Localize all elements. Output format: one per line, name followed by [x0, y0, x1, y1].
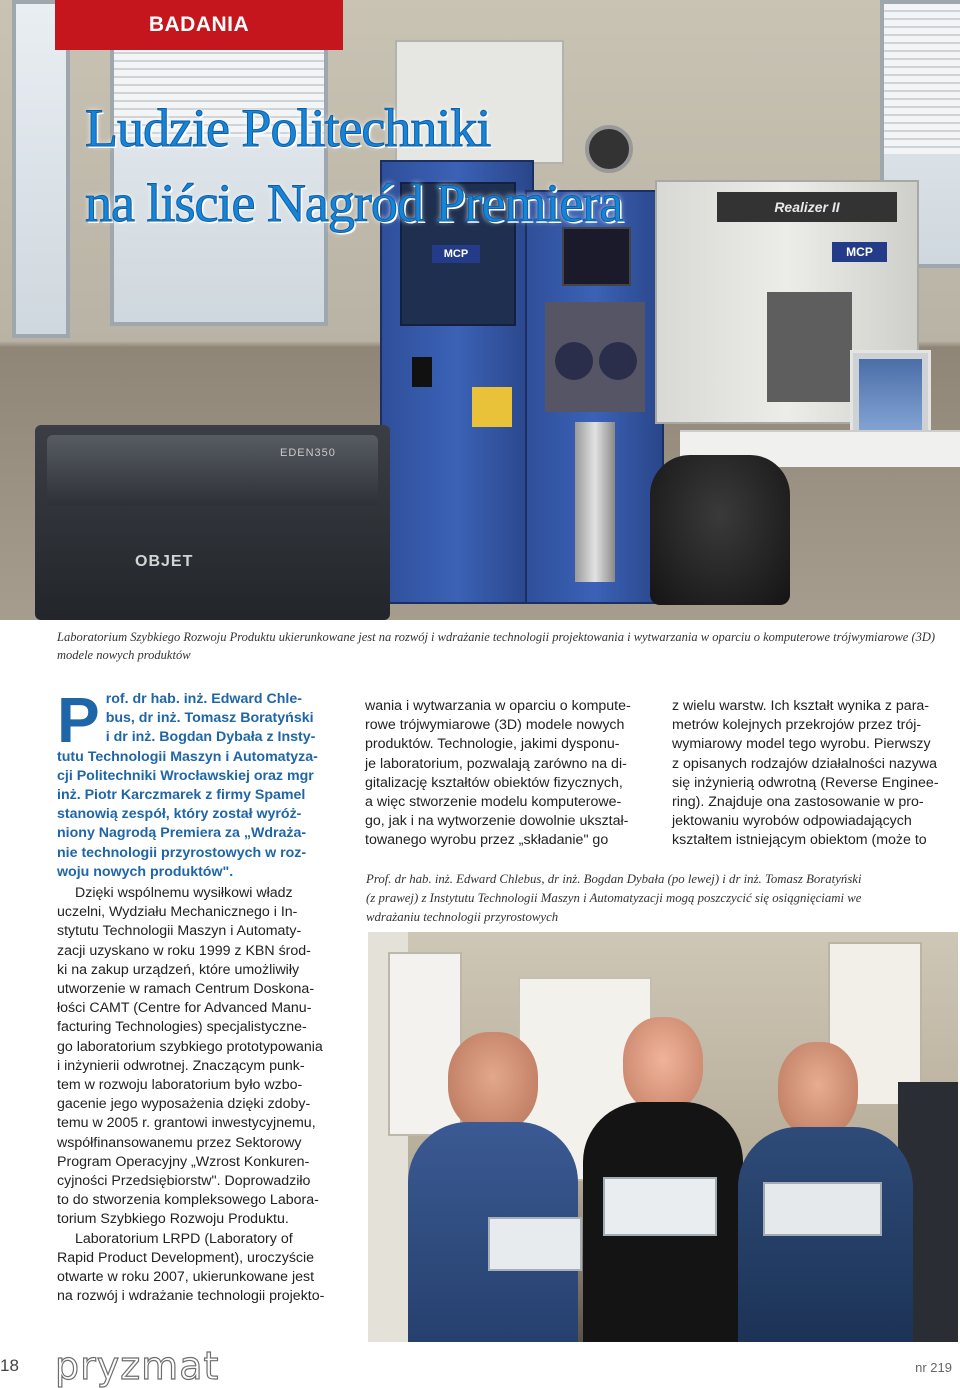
lead-paragraph	[57, 684, 340, 882]
column-1	[57, 684, 340, 1307]
body-line: uczelni, Wydziału Mechanicznego i In-	[57, 904, 298, 921]
body-line: torium Szybkiego Rozwoju Produktu.	[57, 1211, 289, 1228]
page-number: 18	[0, 1356, 19, 1375]
body-line: go laboratorium szybkiego prototypowania	[57, 1038, 323, 1055]
lead-line: inż. Piotr Karczmarek z firmy Spamel	[57, 787, 306, 804]
body-line: wania i wytwarzania w oparciu o kompute-	[365, 698, 631, 714]
body-line: na rozwój i wdrażanie technologii projekto-	[57, 1288, 325, 1305]
body-line: cyjności Przedsiębiorstw". Doprowadziło	[57, 1173, 311, 1190]
top-lab-photo	[0, 0, 960, 620]
body-line: Laboratorium LRPD (Laboratory of	[75, 1230, 293, 1247]
body-line: i inżynierii odwrotnej. Znaczącym punk-	[57, 1057, 305, 1074]
printer-brand-label: OBJET	[135, 553, 194, 570]
body-line: kształtem istniejącym obiektom (może to	[672, 832, 927, 849]
lead-line: bus, dr inż. Tomasz Boratyński	[105, 710, 314, 727]
bottom-team-photo	[368, 932, 958, 1342]
body-line: to do stworzenia kompleksowego Labora-	[57, 1192, 319, 1209]
body-line: jektowaniu wyrobów odpowiadających	[672, 813, 912, 830]
top-photo-caption: Laboratorium Szybkiego Rozwoju Produktu ukierunkowane jest na rozwój i wdrażanie technologii projektowania i wytwarzania w oparciu o komputerowe trójwymiarowe (3D) modele nowych produktów	[57, 630, 936, 662]
body-line: łości CAMT (Centre for Advanced Manu-	[57, 1000, 312, 1017]
body-line: metrów kolejnych przekrojów przez trój-	[672, 717, 922, 734]
body-line: temu w 2005 r. grantowi inwestycyjnemu,	[57, 1115, 316, 1132]
body-line: gacenie jego wyposażenia dzięki zdoby-	[57, 1096, 311, 1113]
body-line: go, jak i na wytworzenie dowolnie ukształ-	[365, 813, 629, 830]
lead-line: niony Nagrodą Premiera za „Wdraża-	[57, 825, 307, 842]
body-line: ki na zakup urządzeń, które umożliwiły	[57, 961, 300, 978]
objet-printer	[35, 425, 390, 620]
drop-cap: P	[57, 684, 100, 756]
body-line: gitalizację kształtów obiektów fizycznych,	[365, 774, 623, 791]
bottom-photo-caption	[366, 870, 958, 927]
column-3	[672, 697, 957, 851]
section-label: BADANIA	[55, 0, 343, 50]
printer-model-label: EDEN350	[280, 447, 336, 459]
magazine-name: pryzmat	[55, 1344, 220, 1388]
body-line: tem w rozwoju laboratorium było wzbo-	[57, 1077, 303, 1094]
mcp-logo-left: MCP	[432, 245, 480, 263]
lead-line: tutu Technologii Maszyn i Automatyza-	[57, 748, 318, 765]
body-line: współfinansowanemu przez Sektorowy	[57, 1134, 302, 1151]
person-middle-head	[623, 1017, 703, 1112]
article-title-line1: Ludzie Politechniki	[85, 98, 491, 158]
body-line: stytutu Technologii Maszyn i Automaty-	[57, 923, 302, 940]
caption-line: (z prawej) z Instytutu Technologii Maszyn i Automatyzacji mogą poszczycić się osiągnięciami we	[366, 891, 862, 905]
body-line: Rapid Product Development), uroczyście	[57, 1249, 315, 1266]
person-left-head	[448, 1032, 538, 1132]
body-paragraph-2	[57, 884, 340, 1230]
body-line: rowe trójwymiarowe (3D) modele nowych	[365, 717, 625, 734]
body-line: Program Operacyjny „Wzrost Konkuren-	[57, 1153, 310, 1170]
body-line: utworzenie w ramach Centrum Doskona-	[57, 981, 315, 998]
lead-line: rof. dr hab. inż. Edward Chle-	[105, 691, 302, 707]
lead-line: nie technologii przyrostowych w roz-	[57, 844, 307, 861]
lead-line: i dr inż. Bogdan Dybała z Insty-	[105, 729, 316, 746]
body-line: je laboratorium, pozwalają zarówno na di-	[365, 755, 627, 772]
lead-line: cji Politechniki Wrocławskiej oraz mgr	[57, 767, 314, 784]
article-title-line2: na liście Nagród Premiera	[85, 173, 623, 233]
body-line: się inżynierią odwrotną (Reverse Enginee-	[672, 774, 939, 791]
model-left	[488, 1217, 582, 1271]
body-line: otwarte w roku 2007, ukierunkowane jest	[57, 1269, 315, 1286]
lead-line: woju nowych produktów".	[57, 863, 234, 880]
body-line: produktów. Technologie, jakimi dysponu-	[365, 736, 620, 753]
window-left	[12, 0, 70, 338]
issue-number: nr 219	[915, 1360, 952, 1375]
caption-line: Prof. dr hab. inż. Edward Chlebus, dr inż. Bogdan Dybała (po lewej) i dr inż. Tomasz Boratyński	[366, 872, 862, 886]
body-line: zacji uzyskano w roku 1999 z KBN środ-	[57, 942, 311, 959]
column-2	[365, 697, 648, 851]
model-right	[763, 1182, 882, 1236]
body-line: Dzięki wspólnemu wysiłkowi władz	[75, 885, 293, 902]
body-paragraph-3	[57, 1230, 340, 1307]
realizer-label: Realizer II	[717, 192, 897, 222]
mcp-logo-right: MCP	[832, 242, 887, 262]
body-line: a więc stworzenie modelu komputerowe-	[365, 794, 622, 811]
lead-line: stanowią zespół, który został wyróż-	[57, 806, 302, 823]
body-line: towanego wyrobu przez „składanie" go	[365, 832, 609, 849]
caption-line: wdrażaniu technologii przyrostowych	[366, 910, 559, 924]
vent-icon	[585, 125, 633, 173]
office-chair	[650, 455, 790, 605]
model-middle	[603, 1177, 717, 1236]
person-right-head	[778, 1042, 858, 1137]
body-line: ring). Znajduje ona zastosowanie w pro-	[672, 794, 924, 811]
body-line: z opisanych rodzajów działalności nazywa	[672, 755, 937, 772]
process-chamber	[525, 190, 664, 604]
body-line: facturing Technologies) specjalistyczne-	[57, 1019, 307, 1036]
body-line: z wielu warstw. Ich kształt wynika z para-	[672, 698, 930, 714]
body-line: wymiarowy model tego wyrobu. Pierwszy	[672, 736, 931, 753]
